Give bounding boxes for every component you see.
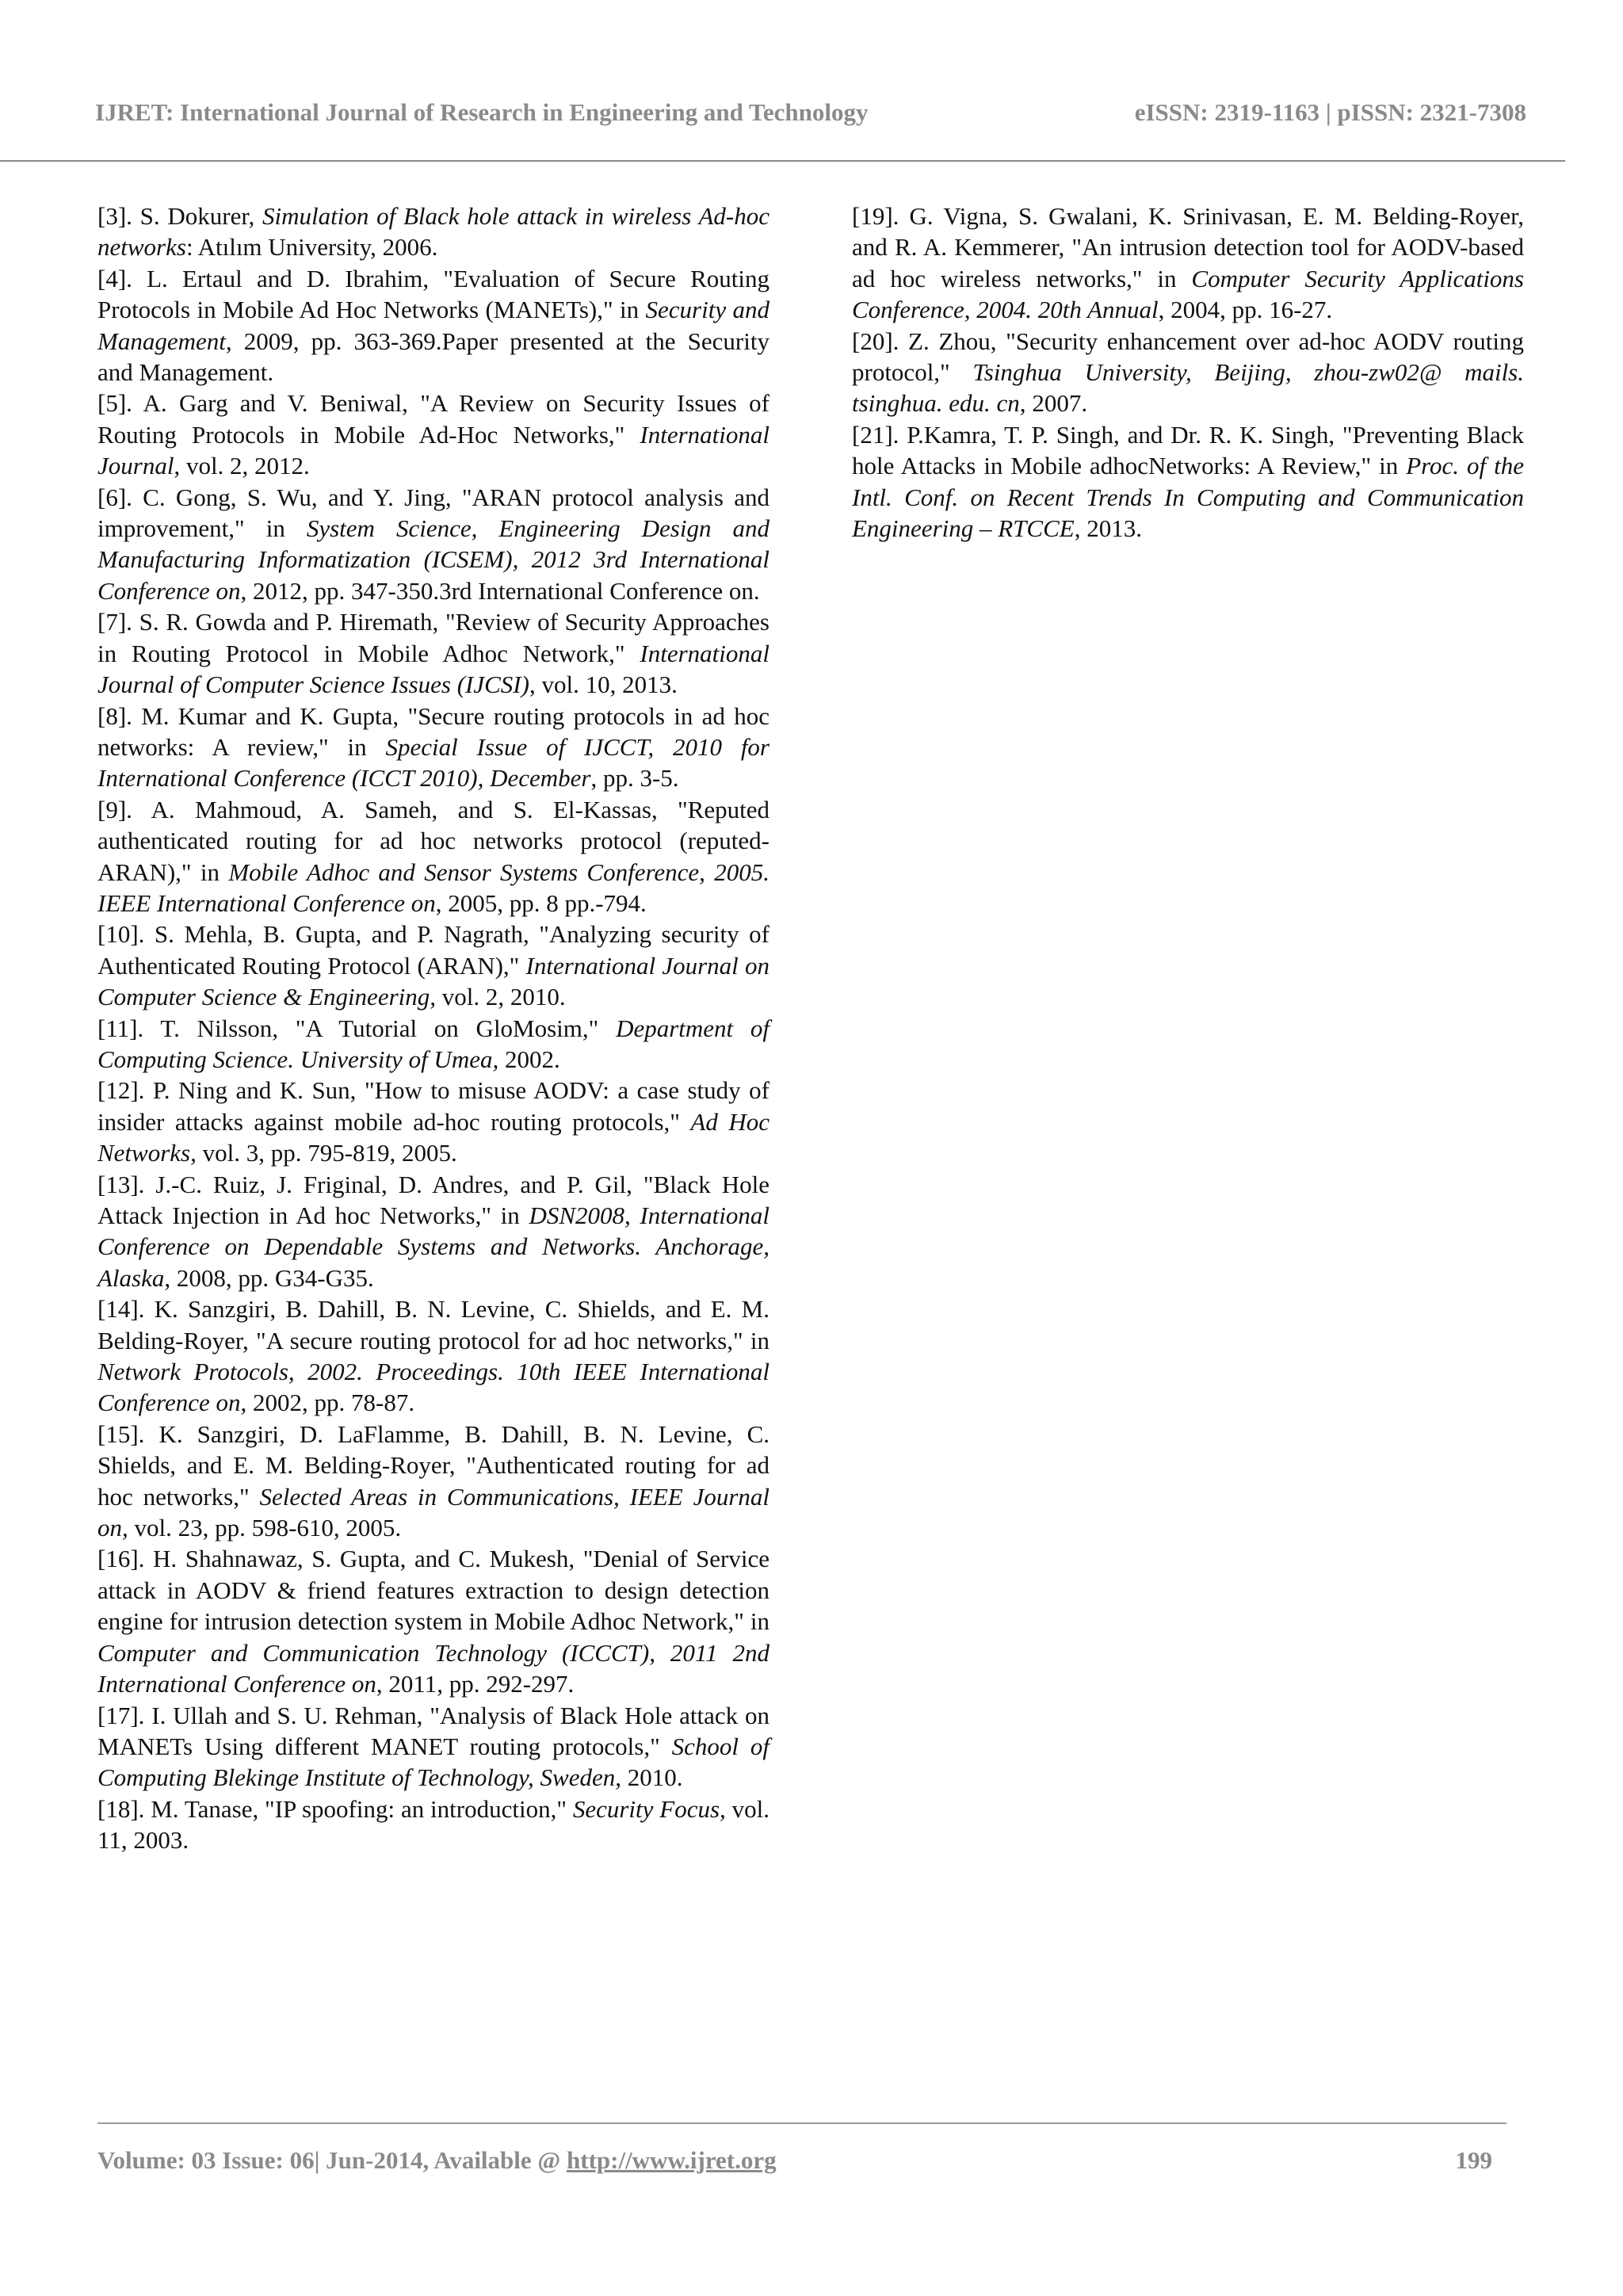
- references-left-column: [97, 201, 769, 1856]
- reference-entry: [97, 794, 769, 919]
- reference-text: , 2011, pp. 292-297.: [376, 1670, 575, 1698]
- reference-text: [9]. A. Mahmoud, A. Sameh, and S. El-Kassas, "Reputed authenticated routing for ad hoc networks protocol (reputed-ARAN)," in: [97, 795, 769, 886]
- reference-source: Security and Management: [97, 296, 769, 355]
- reference-text: 2002.: [498, 1045, 560, 1073]
- reference-text: [21]. P.Kamra, T. P. Singh, and Dr. R. K. Singh, "Preventing Black hole Attacks in Mobile adhocNetworks: A Review," in: [852, 420, 1524, 480]
- page-number: 199: [1455, 2146, 1492, 2174]
- reference-text: [7]. S. R. Gowda and P. Hiremath, "Review of Security Approaches in Routing Protocol in Mobile Adhoc Network,": [97, 608, 769, 667]
- reference-entry: [97, 388, 769, 481]
- reference-source: International Journal of Computer Science Issues (IJCSI): [97, 639, 769, 699]
- reference-entry: [97, 701, 769, 794]
- reference-text: , 2008, pp. G34-G35.: [164, 1263, 374, 1292]
- reference-source: Proc. of the Intl. Conf. on Recent Trends In Computing and Communication Engineering – RTCCE: [852, 452, 1524, 543]
- reference-entry: [97, 263, 769, 388]
- reference-text: [20]. Z. Zhou, "Security enhancement over ad-hoc AODV routing protocol,": [852, 327, 1524, 387]
- reference-source: System Science, Engineering Design and Manufacturing Informatization (ICSEM), 2012 3rd International Conference on: [97, 514, 769, 605]
- reference-text: [12]. P. Ning and K. Sun, "How to misuse AODV: a case study of insider attacks against mobile ad-hoc routing protocols,": [97, 1076, 769, 1136]
- reference-text: vol. 23, pp. 598-610, 2005.: [128, 1514, 402, 1542]
- reference-text: [19]. G. Vigna, S. Gwalani, K. Srinivasan, E. M. Belding-Royer, and R. A. Kemmerer, "An intrusion detection tool for AODV-based ad hoc wireless networks," in: [852, 202, 1524, 292]
- journal-link[interactable]: http://www.ijret.org: [567, 2146, 777, 2174]
- reference-entry: [97, 606, 769, 700]
- reference-entry: [852, 419, 1524, 544]
- reference-source: International Journal,: [97, 420, 769, 480]
- reference-source: School of Computing Blekinge Institute of Technology, Sweden,: [97, 1732, 769, 1792]
- reference-text: [17]. I. Ullah and S. U. Rehman, "Analysis of Black Hole attack on MANETs Using different MANET routing protocols,": [97, 1701, 769, 1760]
- reference-source: Selected Areas in Communications, IEEE Journal on,: [97, 1482, 770, 1542]
- running-footer: [97, 2146, 1492, 2175]
- reference-text: , vol. 10, 2013.: [529, 670, 678, 699]
- reference-text: [8]. M. Kumar and K. Gupta, "Secure routing protocols in ad hoc networks: A review," in: [97, 701, 769, 761]
- reference-source: Simulation of Black hole attack in wireless Ad-hoc networks: [97, 202, 769, 262]
- reference-text: , 2002, pp. 78-87.: [240, 1389, 415, 1417]
- reference-source: Network Protocols, 2002. Proceedings. 10th IEEE International Conference on: [97, 1358, 769, 1417]
- reference-source: DSN2008, International Conference on Dependable Systems and Networks. Anchorage, Alaska: [97, 1201, 769, 1292]
- reference-entry: [97, 201, 769, 263]
- volume-text: Volume: 03 Issue: 06| Jun-2014, Available @: [97, 2146, 567, 2174]
- reference-text: : Atılım University, 2006.: [185, 233, 438, 262]
- references-right-column: [852, 201, 1524, 544]
- reference-text: [3]. S. Dokurer,: [97, 202, 262, 230]
- reference-text: , 2005, pp. 8 pp.-794.: [435, 888, 647, 917]
- reference-entry: [97, 1013, 769, 1075]
- reference-entry: [97, 1794, 769, 1856]
- reference-text: [18]. M. Tanase, "IP spoofing: an introduction,": [97, 1794, 573, 1823]
- reference-entry: [97, 1700, 769, 1794]
- reference-entry: [97, 919, 769, 1012]
- reference-text: vol. 3, pp. 795-819, 2005.: [196, 1139, 457, 1167]
- reference-text: , 2013.: [1074, 514, 1142, 543]
- reference-text: [10]. S. Mehla, B. Gupta, and P. Nagrath, "Analyzing security of Authenticated Routing Protocol (ARAN),": [97, 920, 769, 980]
- journal-title: IJRET: International Journal of Research in Engineering and Technology: [95, 98, 869, 126]
- reference-text: [15]. K. Sanzgiri, D. LaFlamme, B. Dahill, B. N. Levine, C. Shields, and E. M. Belding-Royer, "Authenticated routing for ad hoc networks,": [97, 1419, 769, 1511]
- reference-source: Special Issue of IJCCT, 2010 for International Conference (ICCT 2010), December: [97, 732, 770, 793]
- header-rule: [0, 160, 1565, 162]
- footer-rule: [97, 2122, 1507, 2124]
- reference-source: Ad Hoc Networks,: [97, 1107, 769, 1167]
- reference-source: International Journal on Computer Science & Engineering,: [97, 951, 769, 1011]
- reference-source: Security Focus,: [572, 1794, 726, 1823]
- issn-label: eISSN: 2319-1163 | pISSN: 2321-7308: [1134, 98, 1526, 126]
- reference-entry: [97, 1293, 769, 1419]
- reference-text: 2007.: [1025, 389, 1088, 418]
- reference-text: [16]. H. Shahnawaz, S. Gupta, and C. Mukesh, "Denial of Service attack in AODV & friend features extraction to design detection engine for intrusion detection system in Mobile Adhoc Network," in: [97, 1545, 769, 1636]
- reference-source: Mobile Adhoc and Sensor Systems Conference, 2005. IEEE International Conference on: [97, 858, 769, 917]
- reference-text: [6]. C. Gong, S. Wu, and Y. Jing, "ARAN protocol analysis and improvement," in: [97, 483, 769, 543]
- reference-entry: [97, 1169, 769, 1294]
- reference-text: , 2012, pp. 347-350.3rd International Conference on.: [240, 576, 760, 605]
- reference-entry: [97, 1543, 769, 1699]
- reference-entry: [97, 482, 769, 607]
- reference-text: , 2009, pp. 363-369.Paper presented at the Security and Management.: [97, 327, 769, 387]
- reference-text: [4]. L. Ertaul and D. Ibrahim, "Evaluation of Secure Routing Protocols in Mobile Ad Hoc Networks (MANETs)," in: [97, 264, 769, 324]
- reference-text: vol. 11, 2003.: [97, 1794, 769, 1855]
- reference-text: [13]. J.-C. Ruiz, J. Friginal, D. Andres, and P. Gil, "Black Hole Attack Injection in Ad hoc Networks," in: [97, 1170, 769, 1229]
- reference-source: Computer Security Applications Conference, 2004. 20th Annual: [852, 264, 1525, 324]
- reference-source: Department of Computing Science. University of Umea,: [97, 1014, 769, 1073]
- reference-source: Computer and Communication Technology (ICCCT), 2011 2nd International Conference on: [97, 1638, 769, 1698]
- reference-source: Tsinghua University, Beijing, zhou-zw02@ mails. tsinghua. edu. cn,: [852, 358, 1524, 418]
- reference-entry: [852, 326, 1524, 419]
- reference-text: , pp. 3-5.: [590, 764, 679, 793]
- reference-text: 2010.: [621, 1763, 683, 1792]
- reference-text: , 2004, pp. 16-27.: [1158, 296, 1333, 324]
- reference-text: [5]. A. Garg and V. Beniwal, "A Review on Security Issues of Routing Protocols in Mobile Ad-Hoc Networks,": [97, 389, 769, 449]
- reference-text: vol. 2, 2012.: [180, 452, 310, 480]
- reference-text: vol. 2, 2010.: [436, 983, 566, 1011]
- reference-text: [11]. T. Nilsson, "A Tutorial on GloMosim,": [97, 1014, 617, 1042]
- reference-entry: [97, 1075, 769, 1168]
- reference-entry: [852, 201, 1524, 326]
- reference-entry: [97, 1419, 769, 1544]
- reference-text: [14]. K. Sanzgiri, B. Dahill, B. N. Levine, C. Shields, and E. M. Belding-Royer, "A secure routing protocol for ad hoc networks," in: [97, 1295, 769, 1354]
